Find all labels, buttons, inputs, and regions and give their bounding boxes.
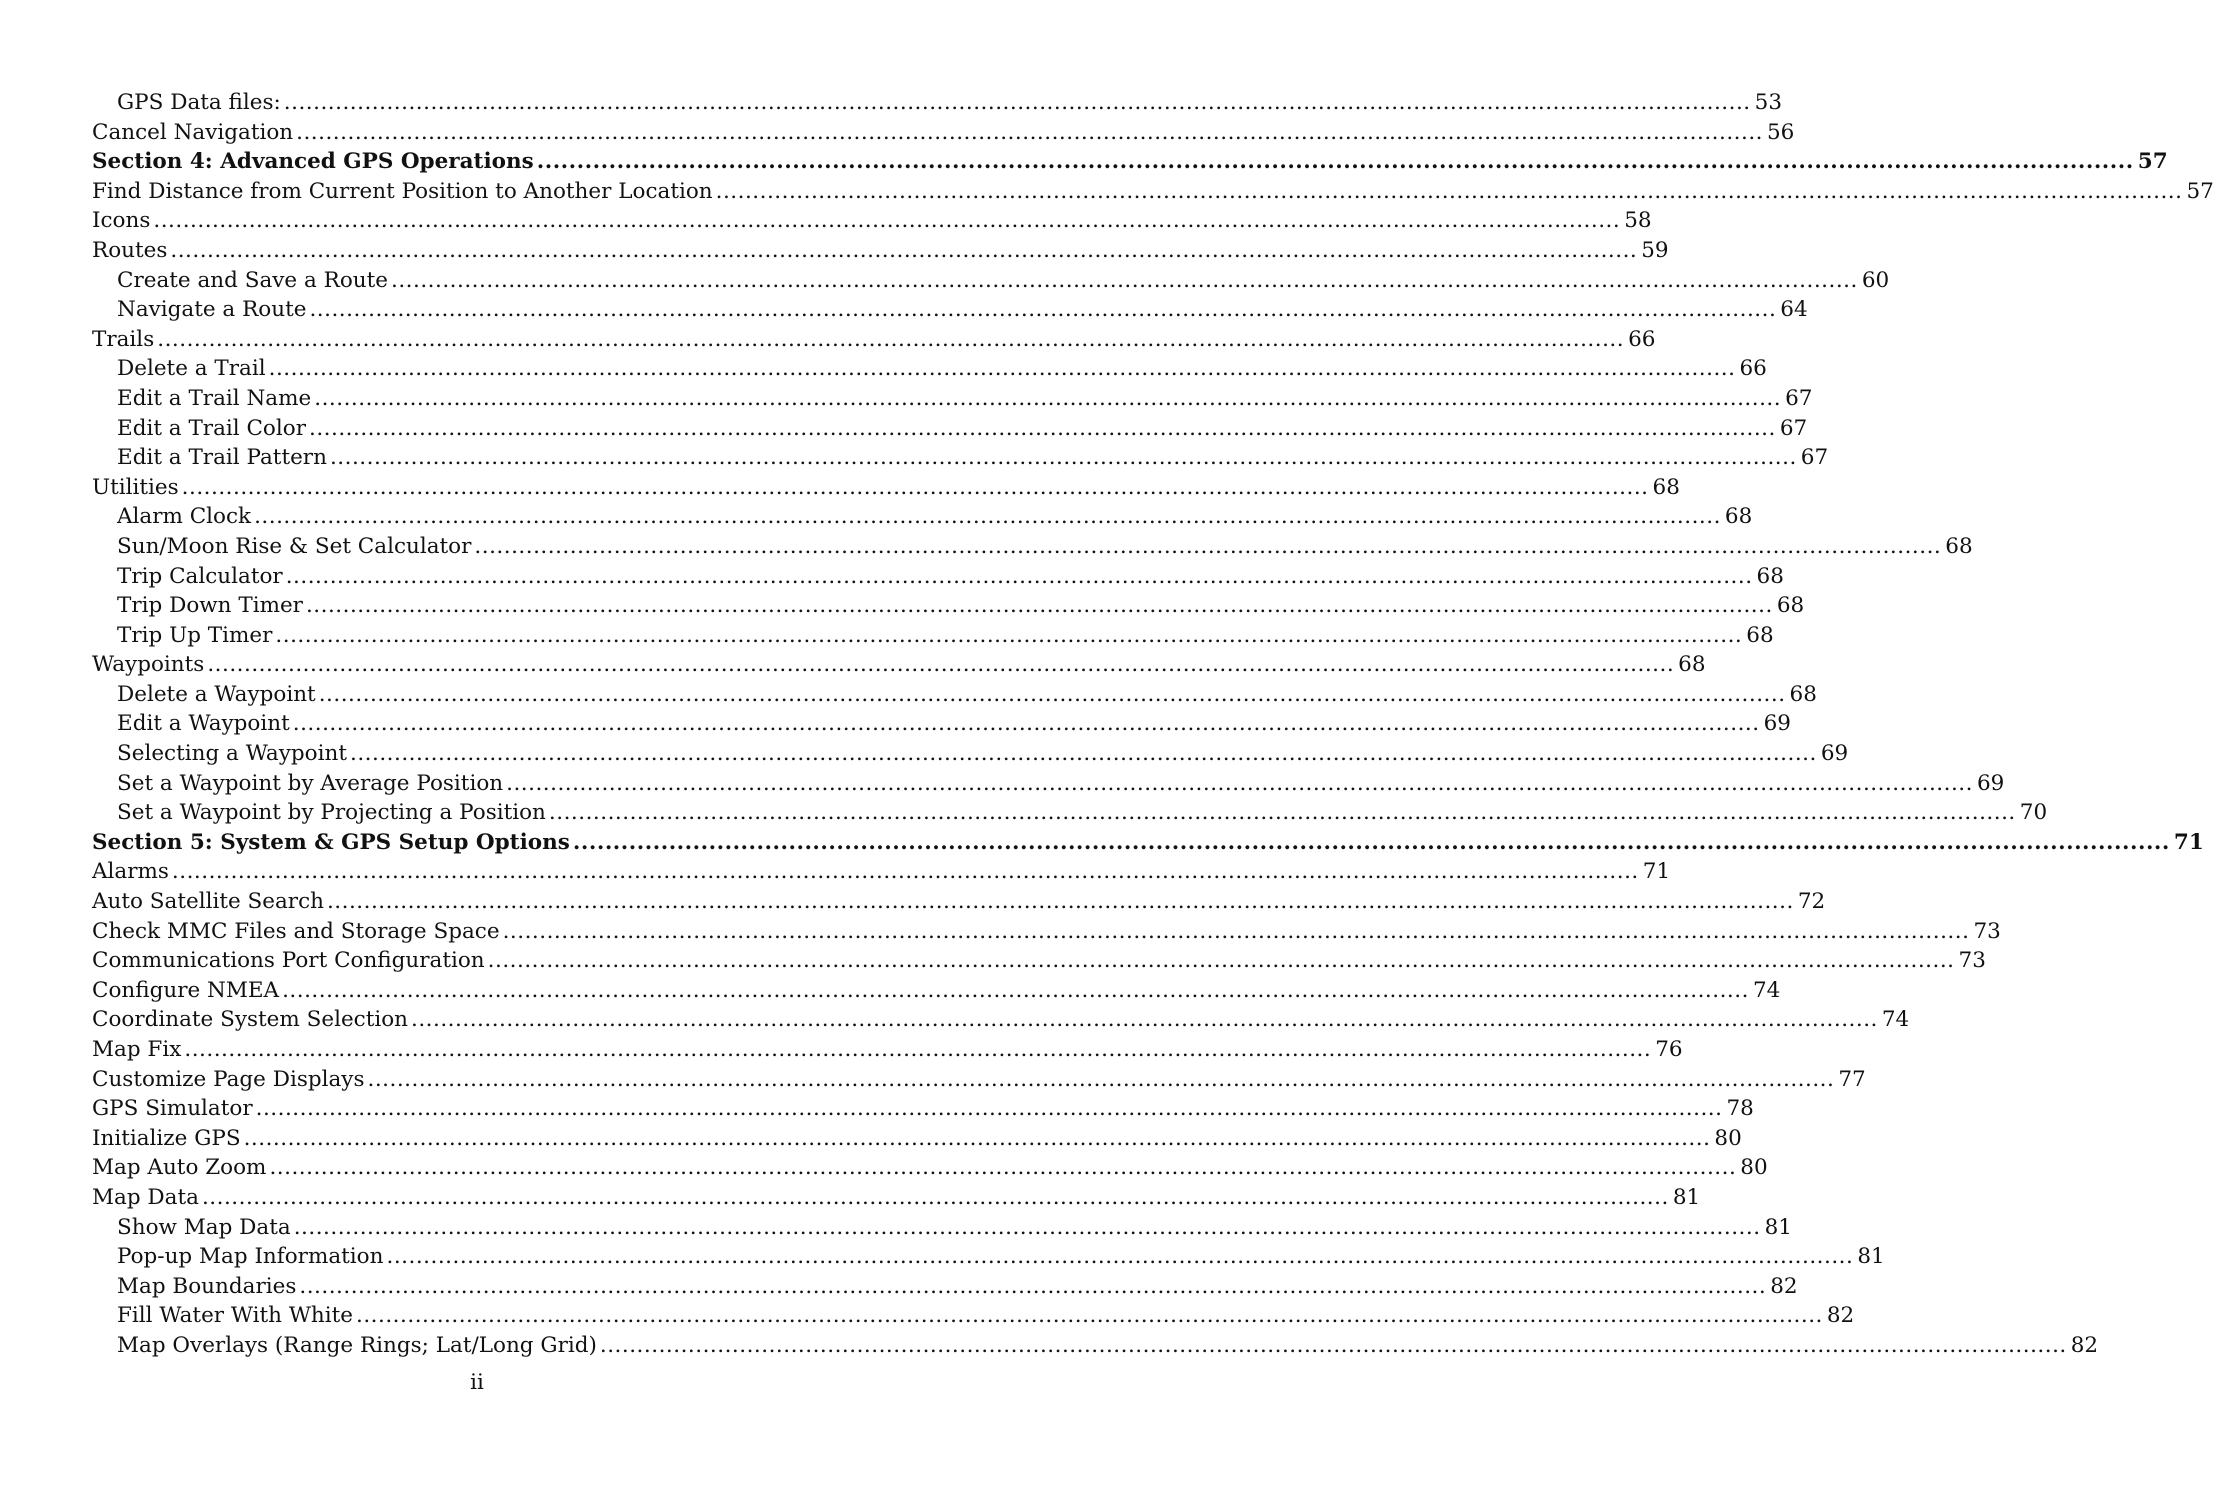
toc-entry-title: Navigate a Route — [117, 295, 309, 325]
dot-leader: ........................................................................................................................................................................................................ — [170, 237, 1638, 263]
dot-leader: ........................................................................................................................................................................................................ — [318, 681, 1786, 707]
toc-entry — [92, 118, 1795, 148]
toc-entry-title: Edit a Trail Pattern — [117, 443, 330, 473]
toc-entry — [92, 473, 1680, 503]
toc-entry-page: 69 — [1820, 741, 1849, 767]
toc-entry-title: Alarms — [92, 857, 172, 887]
toc-entry-page: 74 — [1752, 977, 1781, 1003]
dot-leader: ........................................................................................................................................................................................................ — [305, 593, 1773, 619]
dot-leader: ........................................................................................................................................................................................................ — [474, 533, 1942, 559]
toc-entry-page: 57 — [2186, 178, 2214, 204]
dot-leader: ........................................................................................................................................................................................................ — [411, 1007, 1878, 1033]
toc-entry — [92, 354, 1767, 384]
dot-leader: ........................................................................................................................................................................................................ — [292, 711, 1760, 737]
toc-entry-page: 66 — [1628, 326, 1656, 352]
dot-leader: ........................................................................................................................................................................................................ — [255, 1096, 1723, 1122]
toc-entry-title: Trip Down Timer — [117, 591, 306, 621]
toc-entry-title: Create and Save a Route — [117, 266, 391, 296]
dot-leader: ........................................................................................................................................................................................................ — [487, 948, 1955, 974]
toc-entry — [92, 1153, 1768, 1183]
dot-leader: ........................................................................................................................................................................................................ — [314, 385, 1782, 411]
toc-entry-page: 60 — [1861, 267, 1890, 293]
dot-leader: ........................................................................................................................................................................................................ — [283, 90, 1751, 115]
toc-entry — [92, 443, 1829, 473]
toc-entry-title: Set a Waypoint by Average Position — [117, 769, 506, 799]
toc-entry — [92, 1183, 1701, 1213]
toc-entry-page: 67 — [1779, 415, 1808, 441]
dot-leader: ........................................................................................................................................................................................................ — [572, 829, 2170, 855]
toc-entry-page: 53 — [1754, 90, 1782, 115]
dot-leader: ........................................................................................................................................................................................................ — [171, 859, 1639, 885]
toc-entry-page: 81 — [1857, 1244, 1885, 1270]
toc-entry-page: 72 — [1797, 889, 1826, 915]
toc-entry — [92, 88, 1782, 118]
dot-leader: ........................................................................................................................................................................................................ — [349, 741, 1817, 767]
toc-entry — [92, 562, 1784, 592]
toc-entry-page: 82 — [1826, 1303, 1855, 1329]
dot-leader: ........................................................................................................................................................................................................ — [390, 267, 1858, 293]
toc-entry — [92, 621, 1774, 651]
toc-entry-page: 81 — [1672, 1184, 1701, 1210]
toc-entry-title: Find Distance from Current Position to Another Location — [92, 177, 716, 207]
toc-entry — [92, 887, 1826, 917]
dot-leader: ........................................................................................................................................................................................................ — [599, 1332, 2067, 1358]
toc-section-heading — [92, 828, 2204, 858]
toc-entry-title: Customize Page Displays — [92, 1065, 368, 1095]
toc-entry — [92, 1331, 2099, 1361]
toc-entry-page: 68 — [1945, 533, 1973, 559]
toc-entry-page: 58 — [1624, 208, 1652, 234]
dot-leader: ........................................................................................................................................................................................................ — [181, 474, 1649, 500]
toc-entry-title: Check MMC Files and Storage Space — [92, 917, 503, 947]
toc-entry-title: Map Fix — [92, 1035, 184, 1065]
toc-entry — [92, 266, 1890, 296]
dot-leader: ........................................................................................................................................................................................................ — [548, 800, 2016, 826]
toc-entry-page: 78 — [1726, 1096, 1754, 1122]
toc-entry-page: 68 — [1746, 622, 1774, 648]
toc-section-heading — [92, 147, 2168, 177]
toc-entry — [92, 946, 1986, 976]
toc-entry-page: 64 — [1780, 297, 1808, 323]
dot-leader: ........................................................................................................................................................................................................ — [326, 889, 1794, 915]
toc-entry-title: Communications Port Configuration — [92, 946, 488, 976]
table-of-contents — [92, 88, 2214, 1361]
toc-entry-title: Coordinate System Selection — [92, 1005, 411, 1035]
toc-entry — [92, 798, 2048, 828]
toc-entry-page: 77 — [1838, 1066, 1866, 1092]
toc-entry-title: Section 4: Advanced GPS Operations — [92, 147, 537, 177]
dot-leader: ........................................................................................................................................................................................................ — [282, 977, 1749, 1003]
toc-entry-page: 67 — [1785, 385, 1813, 411]
toc-entry-page: 57 — [2137, 149, 2168, 175]
toc-entry-title: Show Map Data — [117, 1213, 294, 1243]
toc-entry-page: 59 — [1641, 237, 1669, 263]
dot-leader: ........................................................................................................................................................................................................ — [715, 178, 2183, 204]
toc-entry-page: 68 — [1724, 504, 1753, 530]
toc-entry-page: 80 — [1714, 1125, 1742, 1151]
toc-entry-page: 73 — [1973, 918, 2001, 944]
toc-entry-title: GPS Data files: — [117, 88, 284, 118]
toc-entry — [92, 1065, 1866, 1095]
toc-entry — [92, 1094, 1754, 1124]
toc-entry — [92, 532, 1973, 562]
toc-entry-title: GPS Simulator — [92, 1094, 256, 1124]
toc-entry-title: Waypoints — [92, 650, 207, 680]
toc-entry-title: Delete a Waypoint — [117, 680, 319, 710]
toc-entry-page: 82 — [2070, 1332, 2099, 1358]
dot-leader: ........................................................................................................................................................................................................ — [367, 1066, 1835, 1092]
dot-leader: ........................................................................................................................................................................................................ — [506, 770, 1973, 796]
dot-leader: ........................................................................................................................................................................................................ — [293, 1214, 1761, 1240]
toc-entry-title: Delete a Trail — [117, 354, 269, 384]
toc-entry — [92, 295, 1808, 325]
toc-entry-title: Alarm Clock — [117, 502, 254, 532]
toc-entry — [92, 709, 1791, 739]
page-number: ii — [470, 1370, 484, 1395]
toc-entry — [92, 739, 1849, 769]
dot-leader: ........................................................................................................................................................................................................ — [285, 563, 1753, 589]
toc-entry — [92, 1242, 1885, 1272]
toc-entry-page: 68 — [1652, 474, 1680, 500]
toc-entry — [92, 177, 2214, 207]
dot-leader: ........................................................................................................................................................................................................ — [254, 504, 1721, 530]
toc-entry — [92, 1213, 1792, 1243]
toc-entry-title: Auto Satellite Search — [92, 887, 327, 917]
toc-entry-title: Section 5: System & GPS Setup Options — [92, 828, 573, 858]
toc-entry-page: 81 — [1764, 1214, 1792, 1240]
toc-entry-page: 70 — [2019, 800, 2048, 826]
toc-entry — [92, 1272, 1798, 1302]
dot-leader: ........................................................................................................................................................................................................ — [299, 1273, 1767, 1299]
dot-leader: ........................................................................................................................................................................................................ — [243, 1125, 1711, 1151]
toc-entry-page: 74 — [1881, 1007, 1910, 1033]
toc-entry-page: 68 — [1789, 681, 1817, 707]
toc-entry-page: 73 — [1958, 948, 1986, 974]
toc-entry-page: 76 — [1655, 1037, 1683, 1062]
toc-entry — [92, 769, 2005, 799]
dot-leader: ........................................................................................................................................................................................................ — [275, 622, 1743, 648]
toc-entry-title: Routes — [92, 236, 170, 266]
toc-entry-title: Edit a Trail Name — [117, 384, 314, 414]
toc-entry-title: Fill Water With White — [117, 1301, 356, 1331]
toc-entry — [92, 384, 1813, 414]
toc-entry-title: Sun/Moon Rise & Set Calculator — [117, 532, 474, 562]
toc-entry-title: Trails — [92, 325, 157, 355]
toc-entry — [92, 591, 1805, 621]
toc-entry-page: 66 — [1739, 356, 1767, 382]
dot-leader: ........................................................................................................................................................................................................ — [184, 1037, 1652, 1062]
dot-leader: ........................................................................................................................................................................................................ — [296, 119, 1763, 145]
toc-entry — [92, 206, 1652, 236]
toc-entry-title: Map Auto Zoom — [92, 1153, 269, 1183]
dot-leader: ........................................................................................................................................................................................................ — [157, 326, 1625, 352]
toc-entry — [92, 236, 1669, 266]
toc-entry — [92, 325, 1656, 355]
dot-leader: ........................................................................................................................................................................................................ — [536, 149, 2134, 175]
toc-entry-page: 80 — [1740, 1155, 1768, 1181]
dot-leader: ........................................................................................................................................................................................................ — [153, 208, 1621, 234]
toc-entry — [92, 917, 2001, 947]
dot-leader: ........................................................................................................................................................................................................ — [308, 415, 1776, 441]
toc-entry — [92, 976, 1781, 1006]
dot-leader: ........................................................................................................................................................................................................ — [356, 1303, 1823, 1329]
toc-entry-page: 71 — [1642, 859, 1671, 885]
toc-entry-title: Cancel Navigation — [92, 118, 296, 148]
toc-entry — [92, 414, 1808, 444]
toc-entry-page: 56 — [1767, 119, 1795, 145]
dot-leader: ........................................................................................................................................................................................................ — [502, 918, 1970, 944]
toc-entry-title: Map Boundaries — [117, 1272, 299, 1302]
toc-entry-title: Set a Waypoint by Projecting a Position — [117, 798, 549, 828]
toc-entry-title: Trip Up Timer — [117, 621, 275, 651]
dot-leader: ........................................................................................................................................................................................................ — [268, 356, 1736, 382]
toc-entry-title: Trip Calculator — [117, 562, 286, 592]
toc-entry — [92, 1005, 1910, 1035]
toc-entry-page: 68 — [1776, 593, 1805, 619]
toc-entry-title: Initialize GPS — [92, 1124, 244, 1154]
toc-entry-page: 67 — [1800, 445, 1829, 471]
toc-entry-page: 82 — [1770, 1273, 1798, 1299]
dot-leader: ........................................................................................................................................................................................................ — [269, 1155, 1737, 1181]
toc-entry — [92, 1035, 1683, 1065]
toc-entry-page: 68 — [1756, 563, 1784, 589]
toc-entry — [92, 502, 1753, 532]
toc-entry — [92, 1124, 1742, 1154]
toc-entry-title: Edit a Waypoint — [117, 709, 293, 739]
toc-entry — [92, 857, 1671, 887]
toc-entry-title: Configure NMEA — [92, 976, 282, 1006]
toc-entry-title: Map Data — [92, 1183, 202, 1213]
dot-leader: ........................................................................................................................................................................................................ — [309, 297, 1777, 323]
toc-entry-page: 69 — [1763, 711, 1791, 737]
toc-entry-title: Utilities — [92, 473, 182, 503]
toc-entry — [92, 1301, 1855, 1331]
toc-entry-page: 71 — [2173, 829, 2204, 855]
toc-entry — [92, 680, 1817, 710]
toc-entry-title: Edit a Trail Color — [117, 414, 309, 444]
toc-entry-title: Selecting a Waypoint — [117, 739, 350, 769]
toc-entry — [92, 650, 1706, 680]
dot-leader: ........................................................................................................................................................................................................ — [201, 1184, 1669, 1210]
dot-leader: ........................................................................................................................................................................................................ — [329, 445, 1797, 471]
toc-entry-title: Map Overlays (Range Rings; Lat/Long Grid) — [117, 1331, 600, 1361]
dot-leader: ........................................................................................................................................................................................................ — [207, 652, 1675, 678]
toc-entry-title: Icons — [92, 206, 153, 236]
toc-entry-page: 69 — [1976, 770, 2005, 796]
toc-entry-page: 68 — [1678, 652, 1706, 678]
toc-entry-title: Pop-up Map Information — [117, 1242, 386, 1272]
dot-leader: ........................................................................................................................................................................................................ — [386, 1244, 1854, 1270]
